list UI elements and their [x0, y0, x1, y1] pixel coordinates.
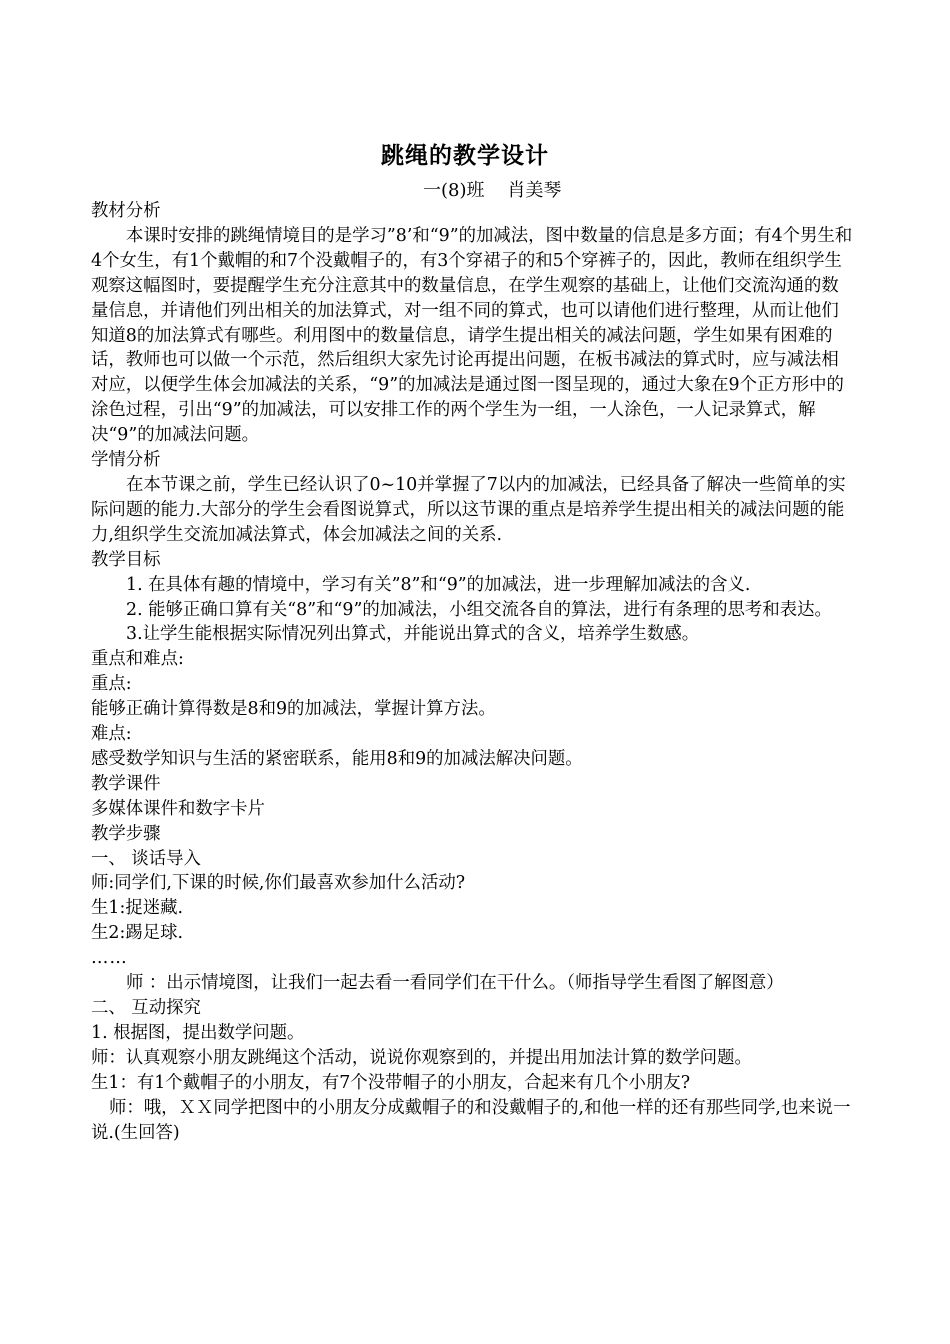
step2-item: 1. 根据图，提出数学问题。 — [91, 1022, 305, 1043]
dialogue-ellipsis: …… — [91, 948, 128, 969]
section-heading-key: 重点和难点: — [91, 649, 184, 670]
step2-student-line: 生1：有1个戴帽子的小朋友，有7个没带帽子的小朋友，合起来有几个小朋友? — [91, 1072, 691, 1093]
step2-heading: 二、 互动探究 — [91, 998, 201, 1018]
paragraph-material: 本课时安排的跳绳情境目的是学习”8’和“9”的加减法，图中数量的信息是多方面；有4个男生和4个女生，有1个戴帽的和7个没戴帽子的，有3个穿裙子的和5个穿裤子的，因此，教师在组织学生观察这幅图时，要提醒学生充分注意其中的数量信息，在学生观察的基础上，让他们交流沟通的数量信息，并请他们列出相关的加法算式，对一组不同的算式，也可以请他们进行整理，从而让他们知道8的加法算式有哪些。利用图中的数量信息，请学生提出相关的减法问题，学生如果有困难的话，教师也可以做一个示范，然后组织大家先讨论再提出问题，在板书减法的算式时，应与减法相对应，以便学生体会加减法的关系，“9”的加减法是通过图一图呈现的，通过大象在9个正方形中的涂色过程，引出“9”的加减法，可以安排工作的两个学生为一组，一人涂色，一人记录算式，解决“9”的加减法问题。 — [91, 225, 853, 446]
dialogue-line-1: 师:同学们,下课的时候,你们最喜欢参加什么活动? — [91, 873, 466, 894]
document-byline: 一(8)班 肖美琴 — [423, 180, 562, 201]
paragraph-student: 在本节课之前，学生已经认识了0~10并掌握了7以内的加减法，已经具备了解决一些简单的实际问题的能力.大部分的学生会看图说算式，所以这节课的重点是培养学生提出相关的减法问题的能力,组织学生交流加减法算式，体会加减法之间的关系. — [91, 474, 846, 545]
step2-teacher-line: 师：认真观察小朋友跳绳这个活动，说说你观察到的，并提出用加法计算的数学问题。 — [91, 1047, 752, 1068]
goal-item-2: 2. 能够正确口算有关“8”和“9”的加减法，小组交流各自的算法，进行有条理的思考和表达。 — [126, 599, 832, 620]
step1-heading: 一、 谈话导入 — [91, 848, 201, 869]
key-text: 能够正确计算得数是8和9的加减法，掌握计算方法。 — [91, 699, 496, 720]
document-body — [91, 199, 855, 1145]
section-heading-material: 教材分析 — [91, 201, 161, 221]
section-heading-courseware: 教学课件 — [91, 773, 161, 794]
difficult-label: 难点: — [91, 724, 132, 745]
section-heading-student: 学情分析 — [91, 450, 161, 471]
section-heading-goals: 教学目标 — [91, 549, 161, 570]
section-heading-steps: 教学步骤 — [91, 823, 161, 844]
key-label: 重点: — [91, 674, 132, 695]
goal-item-1: 1. 在具体有趣的情境中，学习有关”8”和“9”的加减法，进一步理解加减法的含义. — [126, 574, 751, 595]
step2-teacher-line-2: 师：哦，ＸＸ同学把图中的小朋友分成戴帽子的和没戴帽子的,和他一样的还有那些同学,也来说一说.(生回答) — [91, 1097, 851, 1143]
goal-item-3: 3.让学生能根据实际情况列出算式，并能说出算式的含义，培养学生数感。 — [126, 624, 700, 645]
dialogue-line-2: 生1:捉迷藏. — [91, 898, 184, 919]
step1-teacher-line: 师 ：出示情境图，让我们一起去看一看同学们在干什么。（师指导学生看图了解图意） — [126, 973, 784, 994]
difficult-text: 感受数学知识与生活的紧密联系，能用8和9的加减法解决问题。 — [91, 748, 583, 769]
document-title: 跳绳的教学设计 — [381, 142, 549, 169]
courseware-text: 多媒体课件和数字卡片 — [91, 798, 265, 819]
dialogue-line-3: 生2:踢足球. — [91, 923, 184, 944]
